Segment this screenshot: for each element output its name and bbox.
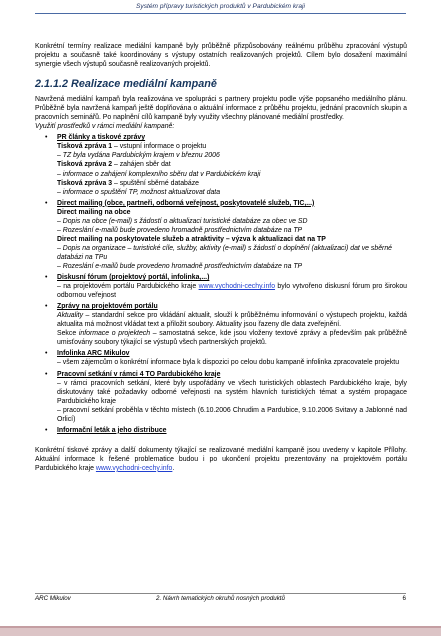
section-heading: 2.1.1.2 Realizace mediální kampaně: [35, 78, 217, 91]
bullet-icon: •: [45, 350, 48, 358]
section-text: – samostatná sekce, kde jsou vloženy textové zprávy a především pak průběžně umisťovány soubory týkající se výstupů všech partnerských projektů.: [57, 330, 407, 347]
press-release-2: Tisková zpráva 2: [57, 161, 113, 169]
press-release-3-text: – spuštění sběrné databáze: [112, 179, 199, 187]
list-item-infolinka: [35, 349, 407, 367]
running-header: Systém přípravy turistických produktů v Pardubickém kraji: [136, 3, 305, 10]
dm-providers-note-2: – Rozeslání e-mailů bude provedeno hromadně prostřednictvím databáze na TP: [57, 262, 303, 270]
forum-text-a: – na projektovém portálu Pardubického kraje: [57, 283, 199, 291]
footer-rule: [35, 593, 406, 594]
press-release-1-text: – vstupní informace o projektu: [112, 143, 207, 151]
meetings-text-1: – v rámci pracovních setkání, které byly uspořádány ve všech turistických oblastech Pardubického kraje, byly diskutovány také požadavky odborné veřejnosti na systém hlavních turistických témat a systém propagace Pardubického kraje: [57, 379, 407, 405]
header-rule: [35, 13, 406, 14]
bullet-icon: •: [45, 134, 48, 142]
dm-obce-note-1: – Dopis na obce (e-mail) s žádostí o aktualizaci turistické databáze za obec ve SD: [57, 217, 308, 225]
bullet-icon: •: [45, 303, 48, 311]
bullet-icon: •: [45, 274, 48, 282]
news-text: – standardní sekce pro vkládání aktualit, slouží k průběžnému informování o výstupech projektu, každá aktualita má možnost vkládat text a přiložit soubory. Aktuality jsou řazeny dle data zveřejnění.: [57, 312, 407, 329]
portal-news-title: Zprávy na projektovém portálu: [57, 303, 158, 311]
closing-portal-link[interactable]: www.vychodni-cechy.info: [95, 464, 173, 472]
list-item-direct-mailing: [35, 199, 407, 271]
resources-intro: Využití prostředků v rámci mediální kampaně:: [35, 123, 175, 131]
forum-title: Diskusní fórum (projektový portál, infolinka,...): [57, 274, 210, 282]
footer-left: ARC Mikulov: [35, 595, 71, 602]
press-release-3: Tisková zpráva 3: [57, 179, 113, 187]
press-release-2-text: – zahájen sběr dat: [112, 161, 171, 169]
leaflet-title: Informační leták a jeho distribuce: [57, 426, 167, 434]
press-release-3-note: – informace o spuštění TP, možnost aktualizovat data: [57, 188, 221, 196]
intro-paragraph: Konkrétní termíny realizace mediální kampaně byly průběžně přizpůsobovány reálnému průběhu zpracování výstupů projektu a současně také koordinovány s výstupy ostatních realizovaných projektů. Cílem bylo dosažení maximální synergie všech výstupů současně realizovaných projektů.: [35, 43, 407, 69]
news-label: Aktuality: [57, 312, 84, 320]
dm-obce-note-2: – Rozeslání e-mailů bude provedeno hromadně prostřednictvím databáze na TP: [57, 226, 303, 234]
page-edge: [0, 628, 441, 636]
press-release-1: Tisková zpráva 1: [57, 143, 113, 151]
bullet-icon: •: [45, 370, 48, 378]
list-item-meetings: [35, 370, 407, 424]
portal-link[interactable]: www.vychodni-cechy.info: [198, 283, 276, 291]
pr-title: PR články a tiskové zprávy: [57, 134, 146, 142]
bullet-icon: •: [45, 199, 48, 207]
meetings-text-2: – pracovní setkání proběhla v těchto místech (6.10.2006 Chrudim a Pardubice, 9.10.2006 Svitavy a Jablonné nad Orlicí): [57, 406, 407, 423]
press-release-2-note: – informace o zahájení komplexního sběru dat v Pardubickém kraji: [57, 170, 261, 178]
resources-list: [35, 133, 407, 435]
dm-providers-note-1: – Dopis na organizace – turistické cíle, služby, aktivity (e-mail) s žádostí o doplnění (aktualizaci) dat ve sběrné databázi na TPu: [57, 244, 392, 261]
list-item-forum: [35, 273, 407, 300]
press-release-1-note: – TZ byla vydána Pardubickým krajem v březnu 2006: [57, 152, 220, 160]
infolinka-text: – všem zájemcům o konkrétní informace byla k dispozici po celou dobu kampaně infolinka zpracovatele projektu: [57, 359, 400, 367]
closing-paragraph: [35, 446, 407, 473]
page-number: 6: [402, 595, 406, 602]
infolinka-title: Infolinka ARC Mikulov: [57, 350, 130, 358]
closing-period: .: [172, 464, 175, 472]
dm-obce: Direct mailing na obce: [57, 208, 131, 216]
list-item-pr: [35, 133, 407, 196]
page-content: [35, 42, 407, 473]
section-paragraph: Navržená mediální kampaň byla realizována ve spolupráci s partnery projektu podle výše popsaného mediálního plánu. Průběžně byla navržená kampaň ještě doplňována o aktuální informace z průběhu projektu, jednání pracovních skupin a pracovních seminářů. Po naplnění cílů kampaně byly využity všechny plánované mediální prostředky.: [35, 96, 407, 122]
list-item-leaflet: [35, 426, 407, 435]
section-label: informace o projektech: [78, 330, 151, 338]
meetings-title: Pracovní setkání v rámci 4 TO Pardubického kraje: [57, 370, 221, 378]
bullet-icon: •: [45, 426, 48, 434]
footer-center: 2. Návrh tematických okruhů nosných produktů: [156, 595, 285, 602]
direct-mailing-title: Direct mailing (obce, partneři, odborná veřejnost, poskytovatelé služeb, TIC,...): [57, 199, 315, 207]
section-prefix: Sekce: [57, 330, 79, 338]
forum-text-b: bylo vytvořeno diskusní fórum pro širokou odbornou veřejnost: [57, 283, 407, 300]
list-item-portal-news: [35, 302, 407, 347]
dm-providers: Direct mailing na poskytovatele služeb a atraktivity – výzva k aktualizaci dat na TP: [57, 235, 326, 243]
closing-text: Konkrétní tiskové zprávy a další dokumenty týkající se realizované mediální kampaně jsou uvedeny v kapitole Přílohy. Aktuální informace k řešené problematice budou i po ukončení projektu prezentovány na projektovém portálu Pardubického kraje: [35, 446, 407, 472]
